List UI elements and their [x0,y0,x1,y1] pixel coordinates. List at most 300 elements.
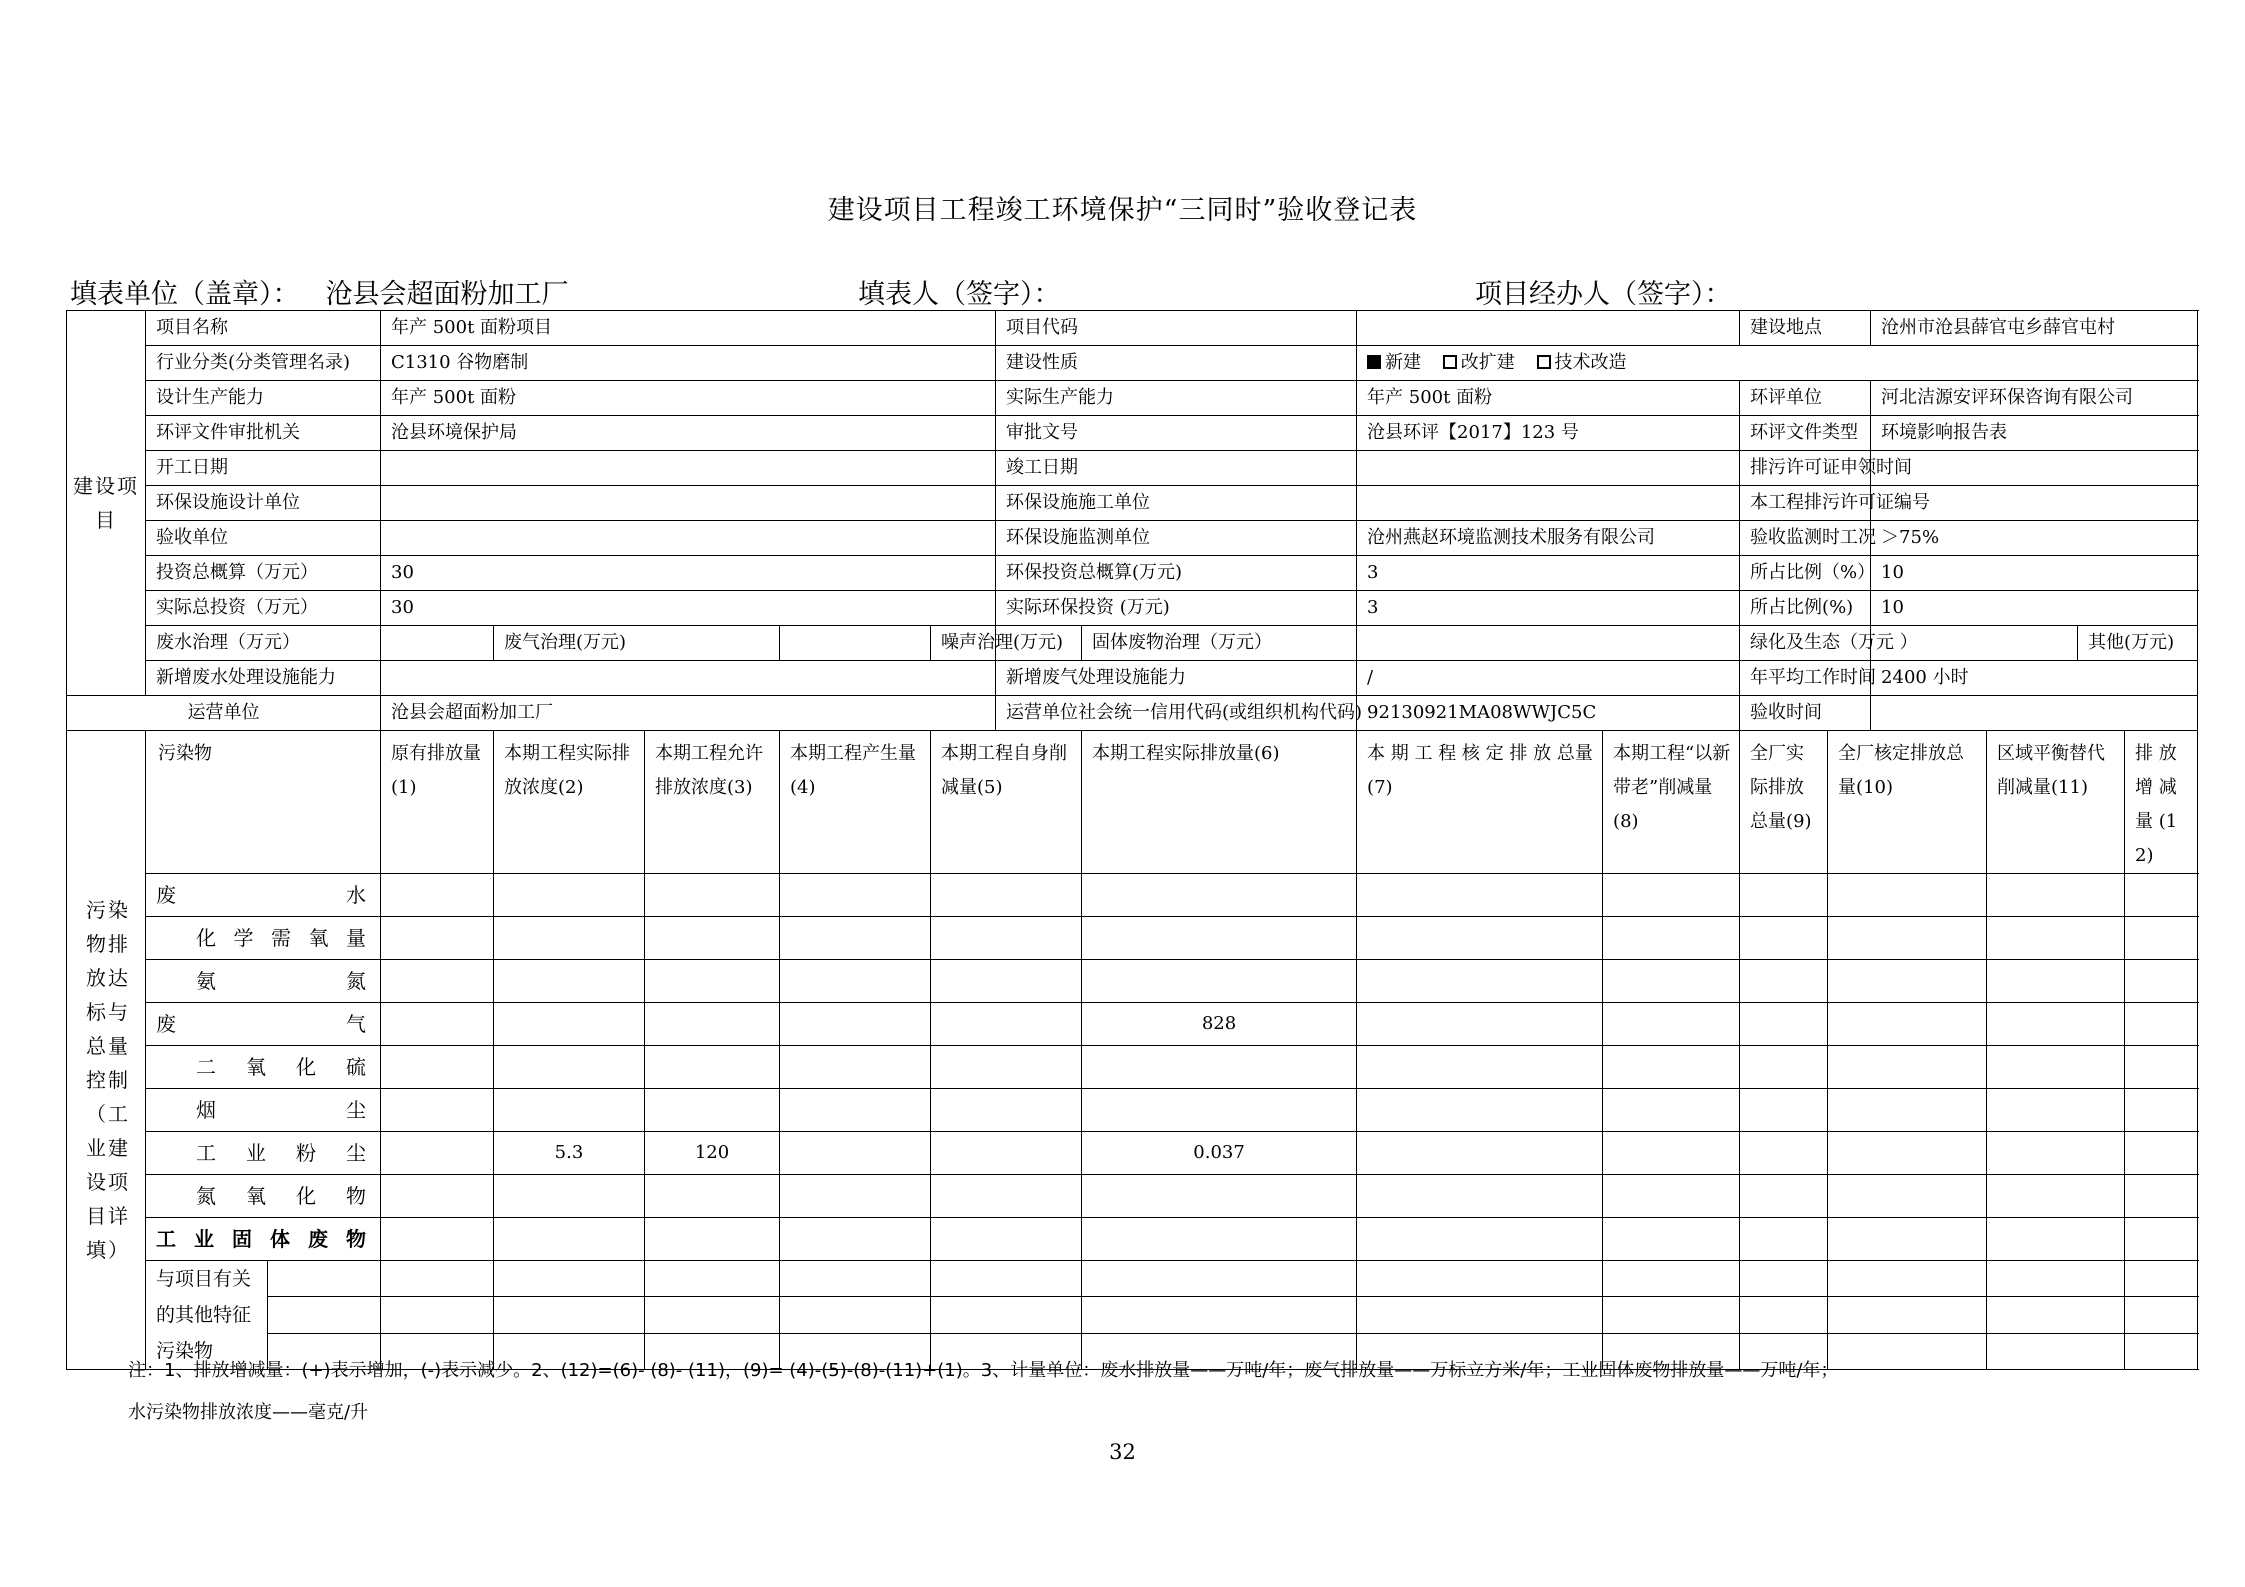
pollutant-name-char: 气 [346,1012,366,1036]
monitoring-condition-value: ＞75% [1871,521,2198,556]
approval-no-value: 沧县环评【2017】123 号 [1357,416,1740,451]
facility-construction-label: 环保设施施工单位 [996,486,1357,521]
pollutant-value-cell [2125,1175,2198,1218]
pollutant-value-cell [645,917,780,960]
other-pollutant-value-cell [1082,1261,1357,1297]
pollutant-name-char: 废 [156,883,176,907]
pollutant-value-cell [381,960,494,1003]
pollutant-name-char: 业 [194,1227,214,1251]
pollutant-name [146,1003,381,1046]
pollutant-value-cell [1828,1218,1987,1261]
pollutant-name [146,917,381,960]
pollutant-value-cell [1357,874,1603,917]
filling-unit-value: 沧县会超面粉加工厂 [325,279,569,310]
pollutant-value-cell [1357,960,1603,1003]
pollutant-value-cell [1740,1132,1828,1175]
project-name-label: 项目名称 [146,311,381,346]
pollutant-value-cell [931,1003,1082,1046]
pollutant-value-cell [2125,874,2198,917]
pollutant-value-cell [645,1175,780,1218]
pollutant-row [67,917,2198,960]
pollutant-value-cell [1357,1089,1603,1132]
other-pollutant-value-cell [2125,1261,2198,1297]
noise-label: 噪声治理(万元) [931,626,996,661]
pollutant-value-cell [1740,917,1828,960]
pollutant-row [67,960,2198,1003]
pollutant-value-cell [1740,874,1828,917]
pollutant-value-cell [1603,917,1740,960]
pollutant-name-char: 尘 [346,1141,366,1165]
other-pollutant-value-cell [494,1261,645,1297]
pollutant-value-cell [1740,1046,1828,1089]
pollutant-value-cell [780,1218,931,1261]
pollutant-value-cell [2125,1003,2198,1046]
pollutant-value-cell: 0.037 [1082,1132,1357,1175]
industry-label: 行业分类(分类管理名录) [146,346,381,381]
checkbox-empty-icon[interactable] [1537,355,1551,369]
pollutant-value-cell [1082,874,1357,917]
pollutant-value-cell [1828,917,1987,960]
row-budget [67,556,2198,591]
eia-authority-value: 沧县环境保护局 [381,416,996,451]
pollutant-value-cell [1082,1175,1357,1218]
pollutant-value-cell [1082,960,1357,1003]
other-pollutant-value-cell [1740,1297,1828,1333]
actual-env-invest-value: 3 [1357,591,1740,626]
other-pollutant-value-cell [1357,1261,1603,1297]
credit-label: 运营单位社会统一信用代码(或组织机构代码) [996,696,1357,731]
pollutant-value-cell [2125,1046,2198,1089]
other-pollutant-value-cell [645,1297,780,1333]
row-dates [67,451,2198,486]
pollutant-row [67,1218,2198,1261]
column-header: 原有排放量(1) [381,731,494,874]
row-new-capacity [67,661,2198,696]
pollutant-row [67,1003,2198,1046]
column-header: 污染物 [146,731,381,874]
pollutant-name-char: 学 [233,926,254,950]
column-header: 本期工程实际排放浓度(2) [494,731,645,874]
pollutant-value-cell [645,960,780,1003]
pollutant-value-cell [1987,1089,2125,1132]
other-pollutant-value-cell [2125,1297,2198,1333]
other-pollutant-value-cell [381,1261,494,1297]
pollutant-name-char: 需 [271,926,291,950]
pollutant-value-cell [1603,1175,1740,1218]
pollutant-value-cell [931,1089,1082,1132]
pollutant-value-cell [494,1089,645,1132]
pollutant-value-cell [1987,1046,2125,1089]
ratio1-value: 10 [1871,556,2198,591]
other-pollutant-value-cell [1987,1333,2125,1369]
project-code-label: 项目代码 [996,311,1357,346]
pollutant-value-cell [1828,1089,1987,1132]
row-capacity [67,381,2198,416]
new-water-value [381,661,996,696]
pollutant-value-cell [1987,1218,2125,1261]
pollutant-value-cell [1828,1003,1987,1046]
acceptance-unit-label: 验收单位 [146,521,381,556]
project-name-value: 年产 500t 面粉项目 [381,311,996,346]
pollutant-value-cell [780,1175,931,1218]
actual-capacity-value: 年产 500t 面粉 [1357,381,1740,416]
pollutant-value-cell [645,1218,780,1261]
pollutant-value-cell [1082,1089,1357,1132]
pollutant-name-char: 量 [346,926,366,950]
pollutant-name-char: 硫 [346,1055,366,1079]
monitoring-unit-label: 环保设施监测单位 [996,521,1357,556]
pollutant-value-cell [2125,960,2198,1003]
pollutant-value-cell [780,960,931,1003]
pollutant-value-cell [2125,917,2198,960]
pollutant-value-cell [931,960,1082,1003]
pollutant-value-cell [2125,1089,2198,1132]
location-value: 沧州市沧县薛官屯乡薛官屯村 [1871,311,2198,346]
other-pollutant-value-cell [1828,1333,1987,1369]
approval-no-label: 审批文号 [996,416,1357,451]
page-number: 32 [1109,1440,1136,1464]
other-pollutant-value-cell [931,1261,1082,1297]
pollutant-value-cell: 828 [1082,1003,1357,1046]
pollutant-value-cell [494,1046,645,1089]
work-time-label: 年平均工作时间 [1740,661,1871,696]
other-pollutant-value-cell [381,1297,494,1333]
pollutant-value-cell [494,917,645,960]
row-actual-invest [67,591,2198,626]
pollutant-name-char: 水 [346,883,366,907]
pollutant-value-cell [1740,1218,1828,1261]
pollutant-value-cell [494,1003,645,1046]
location-label: 建设地点 [1740,311,1871,346]
acceptance-time-value [1871,696,2198,731]
pollutant-value-cell [1603,960,1740,1003]
pollutant-value-cell [381,1132,494,1175]
pollutant-value-cell [931,1132,1082,1175]
row-facility [67,486,2198,521]
other-pollutant-row [67,1261,2198,1297]
actual-invest-value: 30 [381,591,996,626]
other-pollutant-value-cell [494,1297,645,1333]
pollutant-name-char: 物 [346,1184,366,1208]
pollutant-value-cell [645,1003,780,1046]
pollutant-value-cell [931,1046,1082,1089]
column-header: 本期工程自身削减量(5) [931,731,1082,874]
nature-option-tech-label: 技术改造 [1554,352,1627,374]
pollutant-value-cell [381,1046,494,1089]
project-code-value [1357,311,1740,346]
other-cost-label: 其他(万元) [2078,626,2198,661]
pollutant-value-cell [381,874,494,917]
other-pollutant-value-cell [2125,1333,2198,1369]
nature-option-expand[interactable] [1443,352,1515,373]
env-invest-budget-value: 3 [1357,556,1740,591]
actual-capacity-label: 实际生产能力 [996,381,1357,416]
other-pollutant-name-cell [268,1297,381,1333]
other-pollutant-value-cell [645,1261,780,1297]
pollutant-name-char: 氮 [346,969,366,993]
pollutant-name-char: 工 [156,1227,176,1251]
monitoring-unit-value: 沧州燕赵环境监测技术服务有限公司 [1357,521,1740,556]
pollutant-name [146,1089,381,1132]
permit-time-label: 排污许可证申领时间 [1740,451,1871,486]
pollutant-value-cell: 120 [645,1132,780,1175]
pollutant-name [146,1175,381,1218]
design-capacity-label: 设计生产能力 [146,381,381,416]
pollutant-value-cell [1828,1132,1987,1175]
row-project-name [67,311,2198,346]
column-header: 本期工程产生量(4) [780,731,931,874]
pollutant-value-cell [1828,1046,1987,1089]
pollutant-value-cell [1357,1218,1603,1261]
eia-type-label: 环评文件类型 [1740,416,1871,451]
pollutant-name-char: 化 [196,926,216,950]
pollutant-value-cell [1603,1218,1740,1261]
pollutant-value-cell: 5.3 [494,1132,645,1175]
pollutant-name-char: 业 [246,1141,266,1165]
checkbox-empty-icon[interactable] [1443,355,1457,369]
pollutant-name-char: 氧 [246,1184,266,1208]
pollutant-name-char: 二 [196,1055,216,1079]
pollutant-value-cell [780,917,931,960]
note-line-1: 注：1、排放增减量：(+)表示增加，(-)表示减少。2、(12)=(6)- (8)- (11)，(9)= (4)-(5)-(8)-(11)+(1)。3、计量单位：废水排放量——万吨/年；废气排放量——万标立方米/年；工业固体废物排放量——万吨/年； [128,1360,1839,1381]
pollutant-name-char: 烟 [196,1098,216,1122]
pollutant-value-cell [1828,960,1987,1003]
facility-construction-value [1357,486,1740,521]
pollutant-row [67,1175,2198,1218]
column-header: 全厂核定排放总量(10) [1828,731,1987,874]
pollutant-value-cell [1987,960,2125,1003]
pollutant-value-cell [2125,1132,2198,1175]
row-industry [67,346,2198,381]
pollutant-name [146,874,381,917]
nature-option-tech[interactable] [1537,352,1627,373]
checkbox-checked-icon[interactable] [1367,355,1381,369]
other-pollutant-value-cell [1740,1261,1828,1297]
other-pollutant-value-cell [1828,1297,1987,1333]
nature-option-new-label: 新建 [1385,352,1422,374]
other-pollutant-value-cell [780,1297,931,1333]
row-treatment-costs [67,626,2198,661]
pollutant-name-char: 粉 [296,1141,316,1165]
pollutant-value-cell [780,1046,931,1089]
pollutant-value-cell [780,1003,931,1046]
pollutant-name [146,1218,381,1261]
nature-label: 建设性质 [996,346,1357,381]
start-date-label: 开工日期 [146,451,381,486]
eia-unit-label: 环评单位 [1740,381,1871,416]
new-gas-label: 新增废气处理设施能力 [996,661,1357,696]
pollutant-value-cell [1357,1175,1603,1218]
column-header: 本期工程实际排放量(6) [1082,731,1357,874]
pollutant-value-cell [494,1218,645,1261]
pollutant-name-char: 氮 [196,1184,216,1208]
pollutant-value-cell [381,1175,494,1218]
pollutant-value-cell [780,874,931,917]
pollutant-name-char: 废 [308,1227,328,1251]
acceptance-time-label: 验收时间 [1740,696,1871,731]
pollutant-value-cell [1357,1003,1603,1046]
nature-option-new[interactable] [1367,352,1421,373]
pollutant-row [67,1046,2198,1089]
other-pollutant-value-cell [780,1261,931,1297]
other-pollutant-value-cell [1603,1261,1740,1297]
pollutant-value-cell [1740,960,1828,1003]
design-capacity-value: 年产 500t 面粉 [381,381,996,416]
env-invest-budget-label: 环保投资总概算(万元) [996,556,1357,591]
pollutant-value-cell [381,1089,494,1132]
actual-env-invest-label: 实际环保投资 (万元) [996,591,1357,626]
column-header: 本期工程允许排放浓度(3) [645,731,780,874]
column-header: 排 放 增 减 量 (12) [2125,731,2198,874]
pollutant-value-cell [1603,1003,1740,1046]
pollutant-value-cell [1603,1089,1740,1132]
pollutant-value-cell [931,1175,1082,1218]
pollutant-value-cell [1740,1089,1828,1132]
invest-budget-label: 投资总概算（万元） [146,556,381,591]
section-construction-label: 建设项目 [67,311,146,696]
other-pollutant-value-cell [1987,1297,2125,1333]
pollutant-name [146,1046,381,1089]
other-pollutants-label: 与项目有关的其他特征污染物 [146,1261,268,1370]
actual-invest-label: 实际总投资（万元） [146,591,381,626]
pollutant-row [67,874,2198,917]
nature-options [1357,346,2198,381]
solid-value [1357,626,1740,661]
pollutant-value-cell [1828,1175,1987,1218]
pollutant-value-cell [645,874,780,917]
permit-time-value [1871,451,2198,486]
other-pollutant-value-cell [1828,1261,1987,1297]
pollutant-value-cell [381,1218,494,1261]
pollutant-row [67,1089,2198,1132]
registration-table [66,310,2198,1370]
eia-unit-value: 河北洁源安评环保咨询有限公司 [1871,381,2198,416]
other-pollutant-value-cell [1987,1261,2125,1297]
pollutant-name-char: 废 [156,1012,176,1036]
column-header: 本 期 工 程 核 定 排 放 总量(7) [1357,731,1603,874]
pollutant-value-cell [381,1003,494,1046]
pollutant-value-cell [645,1046,780,1089]
pollutant-value-cell [1082,1046,1357,1089]
pollutant-name-char: 化 [296,1184,316,1208]
row-approval [67,416,2198,451]
row-pollutant-header [67,731,2198,874]
operator-value: 沧县会超面粉加工厂 [381,696,996,731]
pollutant-value-cell [1357,1132,1603,1175]
pollutant-name-char: 体 [270,1227,290,1251]
pollutant-value-cell [645,1089,780,1132]
wastewater-label: 废水治理（万元） [146,626,381,661]
wastegas-label: 废气治理(万元) [494,626,780,661]
pollutant-name [146,960,381,1003]
completion-date-label: 竣工日期 [996,451,1357,486]
monitoring-condition-label: 验收监测时工况 [1740,521,1871,556]
row-operator [67,696,2198,731]
pollutant-name-char: 化 [296,1055,316,1079]
pollutant-value-cell [1987,1175,2125,1218]
nature-option-expand-label: 改扩建 [1460,352,1515,374]
pollutant-name-char: 工 [196,1141,216,1165]
column-header: 本期工程“以新带老”削减量(8) [1603,731,1740,874]
pollutant-value-cell [1082,1218,1357,1261]
other-pollutant-value-cell [1082,1297,1357,1333]
completion-date-value [1357,451,1740,486]
other-pollutant-row [67,1297,2198,1333]
pollutant-value-cell [1603,1046,1740,1089]
pollutant-value-cell [494,1175,645,1218]
other-pollutant-value-cell [931,1297,1082,1333]
note-line-2: 水污染物排放浓度——毫克/升 [128,1402,369,1423]
invest-budget-value: 30 [381,556,996,591]
pollutant-name [146,1132,381,1175]
industry-value: C1310 谷物磨制 [381,346,996,381]
pollutant-value-cell [494,874,645,917]
pollutant-name-char: 氧 [246,1055,266,1079]
other-pollutant-value-cell [1357,1297,1603,1333]
pollutant-value-cell [1603,874,1740,917]
filler-signature-label: 填表人（签字）： [858,279,1061,310]
pollutant-value-cell [1603,1132,1740,1175]
column-header: 全厂实际排放总量(9) [1740,731,1828,874]
solid-label: 固体废物治理（万元） [1082,626,1357,661]
operator-label: 运营单位 [67,696,381,731]
filling-unit-label: 填表单位（盖章）： [70,279,300,310]
pollutant-value-cell [1828,874,1987,917]
pollutant-row [67,1132,2198,1175]
pollutant-value-cell [1987,874,2125,917]
wastegas-value [780,626,931,661]
new-gas-value: / [1357,661,1740,696]
credit-value: 92130921MA08WWJC5C [1357,696,1740,731]
pollutant-name-char: 氨 [196,969,216,993]
other-pollutant-name-cell [268,1261,381,1297]
pollutant-value-cell [931,917,1082,960]
work-time-value: 2400 小时 [1871,661,2198,696]
form-title: 建设项目工程竣工环境保护“三同时”验收登记表 [827,195,1418,226]
pollutant-value-cell [1740,1003,1828,1046]
acceptance-unit-value [381,521,996,556]
start-date-value [381,451,996,486]
pollutant-value-cell [931,874,1082,917]
eia-type-value: 环境影响报告表 [1871,416,2198,451]
eia-authority-label: 环评文件审批机关 [146,416,381,451]
ratio2-label: 所占比例(%) [1740,591,1871,626]
ratio2-value: 10 [1871,591,2198,626]
pollutant-value-cell [381,917,494,960]
pollutant-value-cell [1987,917,2125,960]
pollutant-value-cell [2125,1218,2198,1261]
pollutant-value-cell [1987,1003,2125,1046]
pollutant-value-cell [931,1218,1082,1261]
pollutant-name-char: 尘 [346,1098,366,1122]
pollutant-value-cell [1082,917,1357,960]
pollutant-value-cell [494,960,645,1003]
pollutant-value-cell [1740,1175,1828,1218]
pollutant-value-cell [780,1132,931,1175]
pollutant-value-cell [780,1089,931,1132]
wastewater-value [381,626,494,661]
manager-signature-label: 项目经办人（签字）： [1475,279,1732,310]
other-pollutant-value-cell [1603,1297,1740,1333]
pollutant-name-char: 氧 [308,926,329,950]
row-acceptance [67,521,2198,556]
ratio1-label: 所占比例（%） [1740,556,1871,591]
pollutant-value-cell [1357,1046,1603,1089]
column-header: 区域平衡替代削减量(11) [1987,731,2125,874]
pollutant-value-cell [1357,917,1603,960]
greening-label: 绿化及生态（万元 ） [1740,626,1871,661]
section-pollutant-label: 污染物排放达标与总量控制（工业建设项目详填） [67,731,146,1370]
